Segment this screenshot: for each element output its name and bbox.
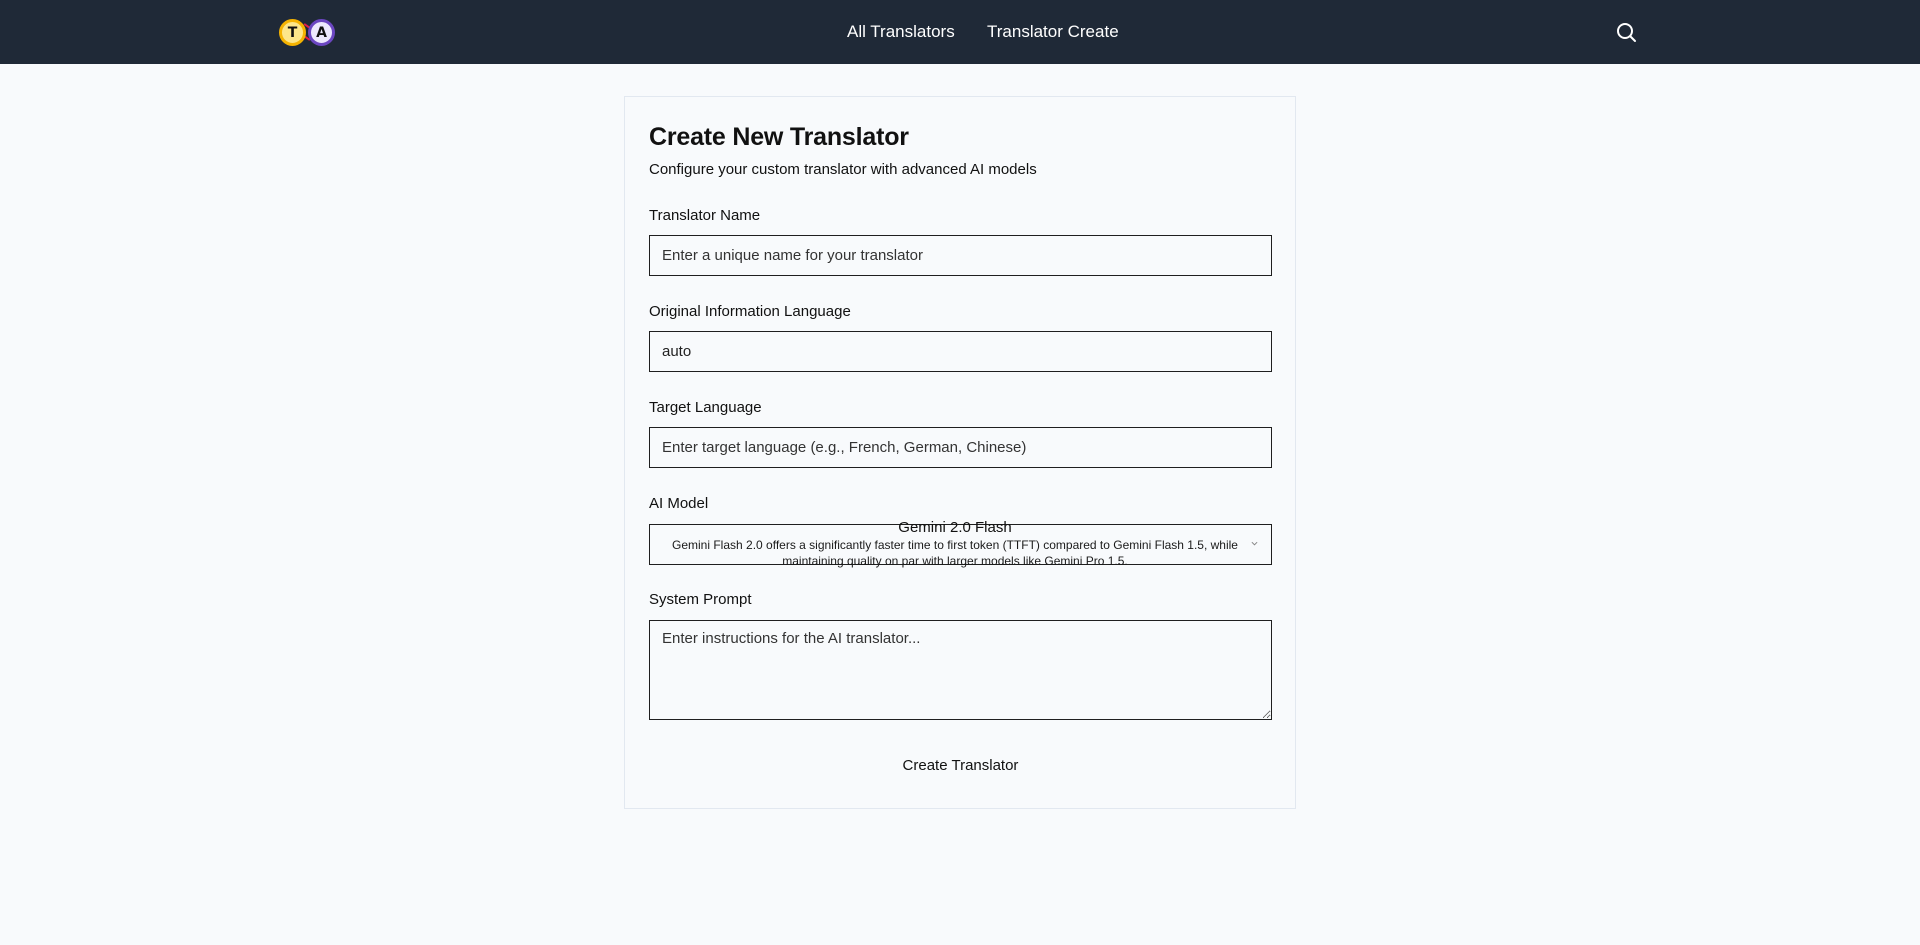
app-logo[interactable] xyxy=(277,17,339,47)
translator-name-label: Translator Name xyxy=(649,207,761,224)
nav-all-translators[interactable]: All Translators xyxy=(847,22,955,41)
page-subtitle: Configure your custom translator with advanced AI models xyxy=(649,161,1037,178)
ai-model-select[interactable] xyxy=(649,519,1272,568)
top-navbar xyxy=(0,0,1920,64)
create-translator-card xyxy=(624,96,1296,809)
selected-model-name: Gemini 2.0 Flash xyxy=(898,519,1012,536)
logo-letter-t: T xyxy=(279,19,306,46)
chevron-down-icon xyxy=(1251,540,1258,547)
system-prompt-label: System Prompt xyxy=(649,591,752,608)
target-language-input[interactable] xyxy=(649,427,1272,468)
translator-name-input[interactable] xyxy=(649,235,1272,276)
source-language-input[interactable] xyxy=(649,331,1272,372)
page-title: Create New Translator xyxy=(649,123,909,151)
ai-model-label: AI Model xyxy=(649,495,709,512)
target-language-label: Target Language xyxy=(649,399,762,416)
create-translator-button[interactable]: Create Translator xyxy=(649,747,1272,783)
logo-letter-a: A xyxy=(308,19,335,46)
nav-translator-create[interactable]: Translator Create xyxy=(987,22,1119,41)
search-button[interactable] xyxy=(1614,20,1638,44)
source-language-label: Original Information Language xyxy=(649,303,851,320)
search-icon xyxy=(1614,20,1638,44)
selected-model-description: Gemini Flash 2.0 offers a significantly faster time to first token (TTFT) compared to Gemini Flash 1.5, while maintaining quality on par with larger models like Gemini Pro 1.5. xyxy=(672,538,1238,568)
system-prompt-textarea[interactable] xyxy=(649,620,1272,720)
